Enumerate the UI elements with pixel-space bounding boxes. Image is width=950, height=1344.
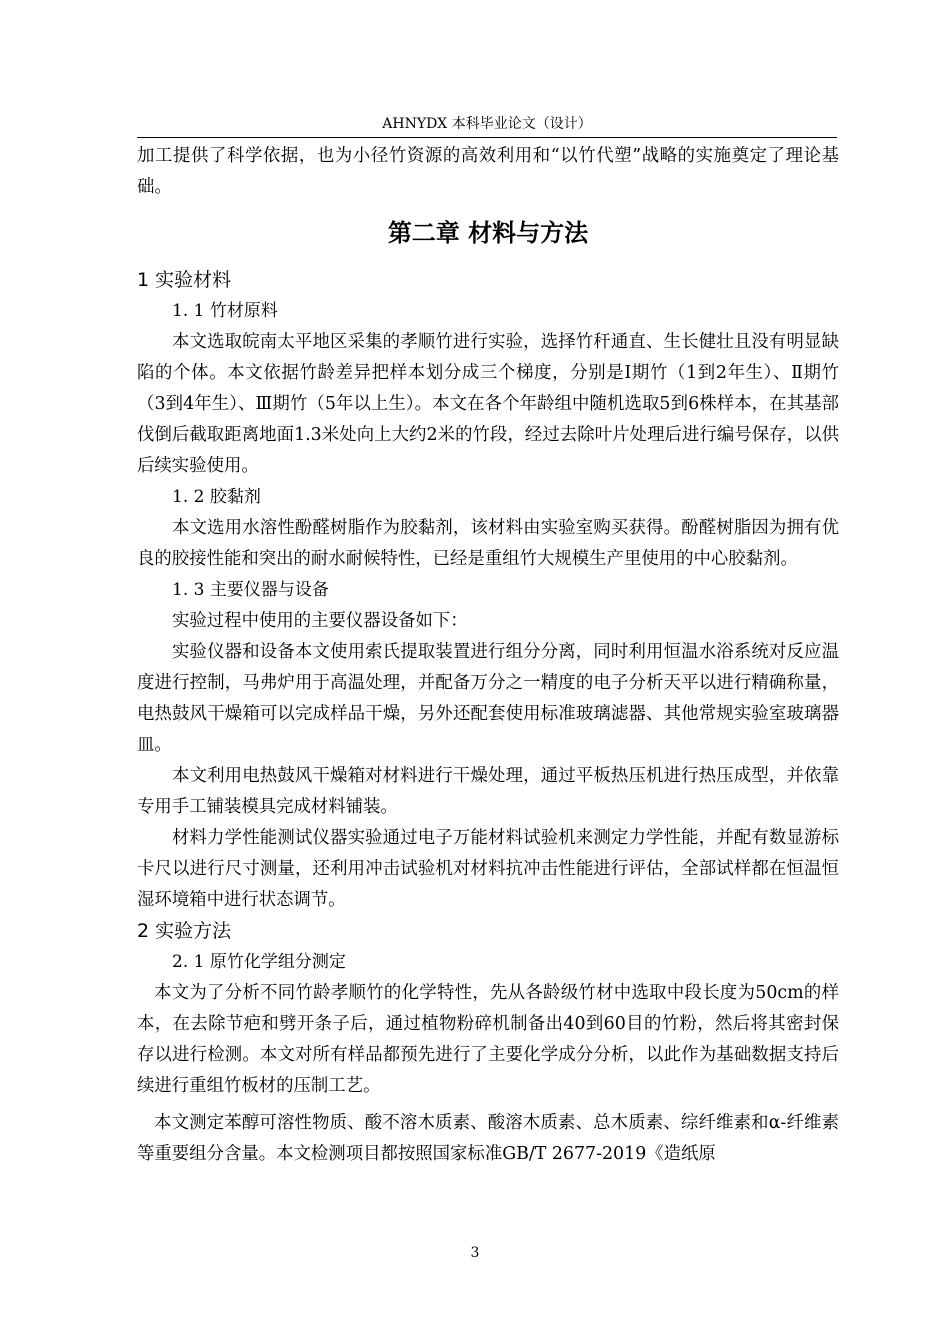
paragraph-adhesive: 本文选用水溶性酚醛树脂作为胶黏剂，该材料由实验室购买获得。酚醛树脂因为拥有优良的胶接性能和突出的耐水耐候特性，已经是重组竹大规模生产里使用的中心胶黏剂。 [137, 518, 839, 569]
paragraph-equipment-intro: 实验过程中使用的主要仪器设备如下： [172, 611, 468, 631]
paragraph-chemical-sampling: 本文为了分析不同竹龄孝顺竹的化学特性，先从各龄级竹材中选取中段长度为50cm的样本，在去除节疤和劈开条子后，通过植物粉碎机制备出40到60目的竹粉，然后将其密封保存以进行检测。本文对所有样品都预先进行了主要化学成分分析，以此作为基础数据支持后续进行重组竹板材的压制工艺。 [137, 983, 839, 1096]
subsection-heading-chemical: 2. 1 原竹化学组分测定 [172, 952, 346, 972]
paragraph-chemical-components: 本文测定苯醇可溶性物质、酸不溶木质素、酸溶木质素、总木质素、综纤维素和α-纤维素等重要组分含量。本文检测项目都按照国家标准GB/T 2677-2019《造纸原 [137, 1113, 839, 1164]
page-header: AHNYDX 本科毕业论文（设计） [382, 116, 592, 132]
intro-paragraph: 加工提供了科学依据，也为小径竹资源的高效利用和“以竹代塑”战略的实施奠定了理论基础。 [137, 146, 839, 197]
page-number: 3 [470, 1245, 480, 1261]
section-heading-materials: 1 实验材料 [137, 269, 232, 291]
subsection-heading-adhesive: 1. 2 胶黏剂 [172, 487, 261, 507]
chapter-title: 第二章 材料与方法 [387, 219, 589, 247]
subsection-heading-bamboo: 1. 1 竹材原料 [172, 301, 278, 321]
subsection-heading-equipment: 1. 3 主要仪器与设备 [172, 580, 329, 600]
paragraph-equipment-testing: 材料力学性能测试仪器实验通过电子万能材料试验机来测定力学性能，并配有数显游标卡尺以进行尺寸测量，还利用冲击试验机对材料抗冲击性能进行评估，全部试样都在恒温恒湿环境箱中进行状态调节。 [137, 828, 839, 910]
section-heading-methods: 2 实验方法 [137, 920, 232, 942]
paragraph-bamboo: 本文选取皖南太平地区采集的孝顺竹进行实验，选择竹秆通直、生长健壮且没有明显缺陷的个体。本文依据竹龄差异把样本划分成三个梯度，分别是Ⅰ期竹（1到2年生）、Ⅱ期竹（3到4年生）、Ⅲ期竹（5年以上生）。本文在各个年龄组中随机选取5到6株样本，在其基部伐倒后截取距离地面1.3米处向上大约2米的竹段，经过去除叶片处理后进行编号保存，以供后续实验使用。 [137, 332, 839, 476]
document-body [137, 141, 839, 1170]
paragraph-equipment-processing: 本文利用电热鼓风干燥箱对材料进行干燥处理，通过平板热压机进行热压成型，并依靠专用手工铺装模具完成材料铺装。 [137, 766, 839, 817]
paragraph-equipment-analysis: 实验仪器和设备本文使用索氏提取装置进行组分分离，同时利用恒温水浴系统对反应温度进行控制，马弗炉用于高温处理，并配备万分之一精度的电子分析天平以进行精确称量，电热鼓风干燥箱可以完成样品干燥，另外还配套使用标准玻璃滤器、其他常规实验室玻璃器皿。 [137, 642, 839, 755]
header-divider [137, 137, 837, 138]
